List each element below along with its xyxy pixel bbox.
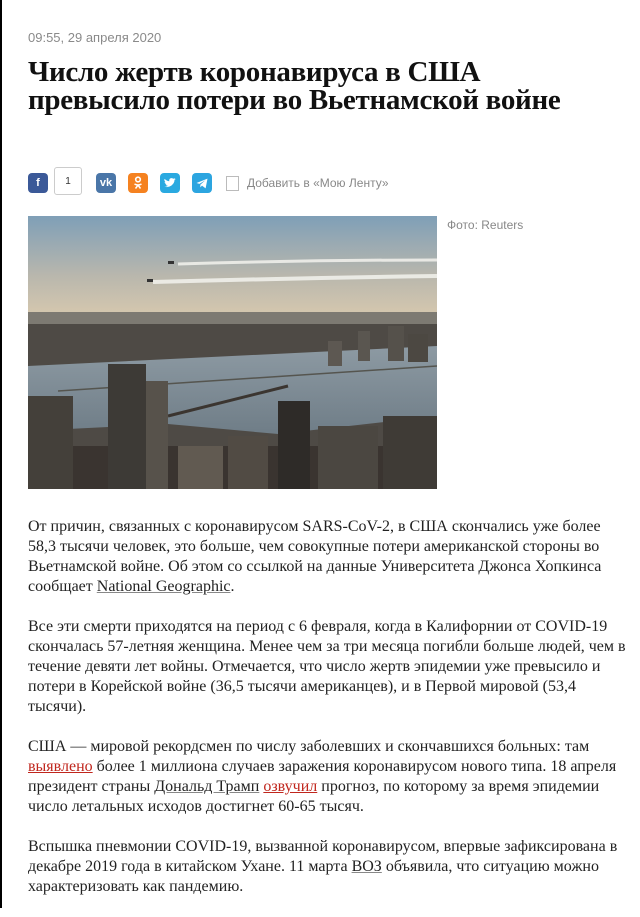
article-date: 09:55, 29 апреля 2020 bbox=[28, 30, 162, 45]
add-to-my-feed-link[interactable]: Добавить в «Мою Ленту» bbox=[247, 176, 389, 190]
twitter-icon[interactable] bbox=[160, 173, 180, 193]
link-voiced[interactable]: озвучил bbox=[263, 778, 318, 795]
vk-icon[interactable]: vk bbox=[96, 173, 116, 193]
article-photo bbox=[28, 216, 437, 489]
paragraph-3: США — мировой рекордсмен по числу заболевших и скончавшихся больных: там выявлено более 1 миллиона случаев заражения коронавирусом нового типа. 18 апреля президент страны Дональд Трамп озвучил прогноз, по которому за время эпидемии число летальных исходов достигнет 60-65 тысяч. bbox=[28, 738, 617, 815]
left-border bbox=[0, 0, 2, 908]
share-bar bbox=[28, 172, 389, 194]
facebook-share-count: 1 bbox=[54, 167, 82, 195]
article-title: Число жертв коронавируса в США превысило потери во Вьетнамской войне bbox=[28, 56, 561, 116]
link-donald-trump[interactable]: Дональд Трамп bbox=[154, 778, 260, 795]
paragraph-1: От причин, связанных с коронавирусом SARS-CoV-2, в США скончались уже более 58,3 тысячи человек, это больше, чем совокупные потери американской стороны во Вьетнамской войне. Об этом со ссылкой на данные Университета Джонса Хопкинса сообщает National Geographic. bbox=[28, 518, 602, 595]
photo-credit: Фото: Reuters bbox=[447, 218, 524, 232]
link-detected[interactable]: выявлено bbox=[28, 758, 93, 775]
odnoklassniki-icon[interactable] bbox=[128, 173, 148, 193]
paragraph-4: Вспышка пневмонии COVID-19, вызванной коронавирусом, впервые зафиксирована в декабре 2019 года в китайском Ухане. 11 марта ВОЗ объявила, что ситуацию можно характеризовать как пандемию. bbox=[28, 838, 618, 895]
paragraph-2: Все эти смерти приходятся на период с 6 февраля, когда в Калифорнии от COVID-19 скончалась 57-летняя женщина. Менее чем за три месяца погибли больше людей, чем в течение девяти лет войны. Отмечается, что число жертв эпидемии уже превысило и потери в Корейской войне (36,5 тысячи американцев), и в Первой мировой (53,4 тысячи). bbox=[28, 618, 626, 715]
facebook-icon[interactable]: f bbox=[28, 173, 48, 193]
link-who[interactable]: ВОЗ bbox=[351, 858, 382, 875]
telegram-icon[interactable] bbox=[192, 173, 212, 193]
source-link-national-geographic[interactable]: National Geographic bbox=[96, 578, 231, 595]
bookmark-checkbox[interactable] bbox=[226, 176, 239, 191]
article-body bbox=[28, 517, 628, 917]
